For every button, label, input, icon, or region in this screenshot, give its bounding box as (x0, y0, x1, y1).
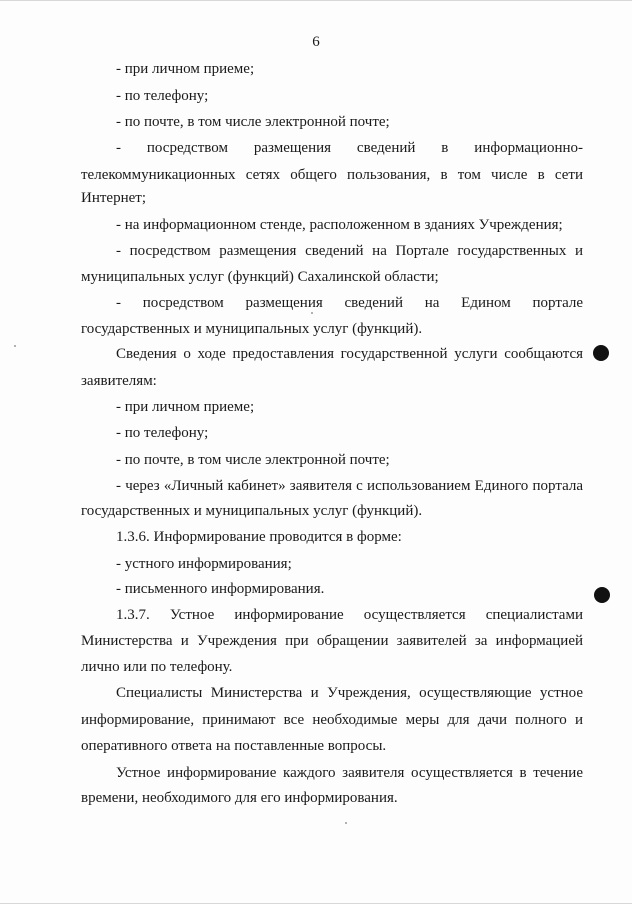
text-line: - при личном приеме; (116, 61, 255, 77)
text-line: информирование, принимают все необходимые меры для дачи полного и (81, 712, 583, 728)
top-edge (0, 0, 632, 1)
text-line: 1.3.7. Устное информирование осуществляется специалистами (116, 607, 583, 623)
text-line: - по почте, в том числе электронной почте; (116, 452, 390, 468)
text-line: - через «Личный кабинет» заявителя с использованием Единого портала (116, 478, 583, 494)
text-line: муниципальных услуг (функций) Сахалинской области; (81, 269, 439, 285)
text-line: 1.3.6. Информирование проводится в форме: (116, 529, 402, 545)
text-line: - устного информирования; (116, 556, 292, 572)
text-line: Интернет; (81, 190, 146, 206)
binder-hole-mark (593, 345, 609, 361)
text-line: Министерства и Учреждения при обращении заявителей за информацией (81, 633, 583, 649)
binder-hole-mark (594, 587, 610, 603)
text-line: времени, необходимого для его информирования. (81, 790, 398, 806)
text-line: - на информационном стенде, расположенном в зданиях Учреждения; (116, 217, 563, 233)
scan-speck (311, 312, 313, 314)
scan-speck (14, 345, 16, 347)
text-line: Устное информирование каждого заявителя осуществляется в течение (116, 765, 583, 781)
text-line: - посредством размещения сведений в информационно- (116, 140, 583, 156)
text-line: оперативного ответа на поставленные вопросы. (81, 738, 387, 754)
text-line: - посредством размещения сведений на Портале государственных и (116, 243, 583, 259)
text-line: - по телефону; (116, 88, 209, 104)
text-line: - посредством размещения сведений на Едином портале (116, 295, 583, 311)
text-line: заявителям: (81, 373, 157, 389)
text-line: государственных и муниципальных услуг (функций). (81, 503, 423, 519)
text-line: - при личном приеме; (116, 399, 255, 415)
text-line: государственных и муниципальных услуг (функций). (81, 321, 423, 337)
text-line: телекоммуникационных сетях общего пользования, в том числе в сети (81, 167, 583, 183)
text-line: лично или по телефону. (81, 659, 233, 675)
text-line: Специалисты Министерства и Учреждения, осуществляющие устное (116, 685, 583, 701)
scan-speck (345, 822, 347, 824)
text-line: - письменного информирования. (116, 581, 325, 597)
text-line: - по почте, в том числе электронной почте; (116, 114, 390, 130)
text-line: Сведения о ходе предоставления государственной услуги сообщаются (116, 346, 583, 362)
page-number: 6 (312, 34, 320, 50)
text-line: - по телефону; (116, 425, 209, 441)
